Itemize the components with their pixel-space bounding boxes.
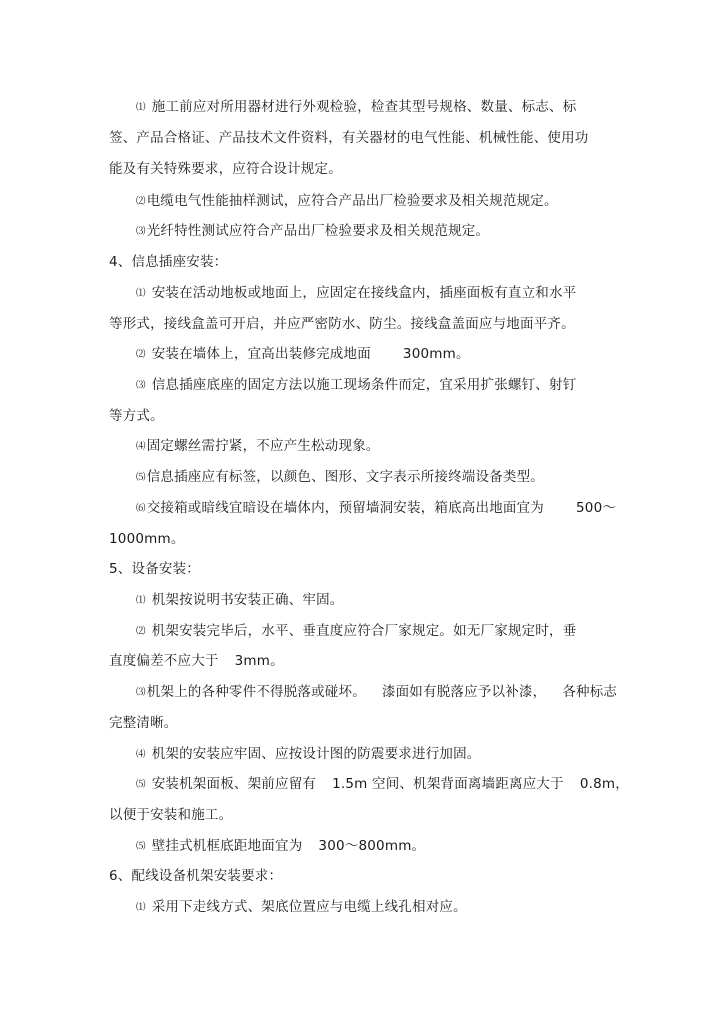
line-text: 机架的安装应牢固、应按设计图的防震要求进行加固。 bbox=[151, 746, 481, 762]
paragraph-line bbox=[136, 192, 558, 211]
paragraph-line bbox=[109, 652, 284, 670]
line-text: 5、设备安装： bbox=[109, 561, 200, 577]
line-text: 壁挂式机框底距地面宜为 bbox=[151, 838, 303, 854]
list-marker: ⑴ bbox=[136, 288, 146, 299]
paragraph-line bbox=[136, 622, 576, 641]
paragraph-line bbox=[136, 98, 576, 117]
paragraph-line bbox=[109, 407, 164, 425]
line-text: 1000mm。 bbox=[109, 531, 185, 547]
list-marker: ⑵ bbox=[136, 349, 146, 360]
line-text: 完整清晰。 bbox=[109, 715, 178, 731]
list-marker: ⑷ bbox=[136, 441, 146, 452]
list-marker: ⑶ bbox=[136, 380, 146, 391]
paragraph-line bbox=[136, 499, 616, 518]
paragraph-line bbox=[109, 129, 589, 147]
list-marker: ⑸ bbox=[136, 472, 146, 483]
paragraph-line bbox=[136, 376, 576, 395]
list-marker: ⑶ bbox=[136, 226, 146, 237]
paragraph-line bbox=[136, 437, 380, 456]
line-text: 直度偏差不应大于 bbox=[109, 653, 219, 669]
list-marker: ⑵ bbox=[136, 196, 146, 207]
line-text: 1.5m 空间、机架背面离墙距离应大于 bbox=[332, 776, 564, 792]
list-marker: ⑴ bbox=[136, 102, 146, 113]
line-text: 各种标志 bbox=[562, 684, 618, 700]
line-text: 能及有关特殊要求，应符合设计规定。 bbox=[109, 161, 342, 177]
list-marker: ⑶ bbox=[136, 687, 146, 698]
line-text: 信息插座底座的固定方法以施工现场条件而定，宜采用扩张螺钉、射钉 bbox=[151, 377, 577, 393]
paragraph-line bbox=[136, 591, 344, 610]
list-marker: ⑸ bbox=[136, 841, 146, 852]
paragraph-line bbox=[136, 345, 470, 364]
line-text: 安装在墙体上，宜高出装修完成地面 bbox=[151, 346, 371, 362]
line-text: 施工前应对所用器材进行外观检验，检查其型号规格、数量、标志、标 bbox=[151, 99, 577, 115]
list-marker: ⑸ bbox=[136, 779, 146, 790]
line-text: 交接箱或暗线宜暗设在墙体内，预留墙洞安装，箱底高出地面宜为 bbox=[146, 500, 545, 516]
line-text: 等形式，接线盒盖可开启，并应严密防水、防尘。接线盒盖面应与地面平齐。 bbox=[109, 316, 575, 332]
line-text: 3mm。 bbox=[234, 653, 284, 669]
list-marker: ⑴ bbox=[136, 902, 146, 913]
paragraph-line bbox=[136, 222, 489, 241]
paragraph-line bbox=[136, 898, 467, 917]
line-text: 机架安装完毕后，水平、垂直度应符合厂家规定。如无厂家规定时，垂 bbox=[151, 623, 577, 639]
line-text: 安装在活动地板或地面上，应固定在接线盒内，插座面板有直立和水平 bbox=[151, 285, 577, 301]
section-heading bbox=[109, 560, 200, 578]
paragraph-line bbox=[136, 683, 617, 702]
line-text: 4、信息插座安装： bbox=[109, 254, 228, 270]
section-heading bbox=[109, 867, 282, 885]
list-marker: ⑵ bbox=[136, 626, 146, 637]
line-text: 300～800mm。 bbox=[318, 838, 426, 854]
line-text: 签、产品合格证、产品技术文件资料，有关器材的电气性能、机械性能、使用功 bbox=[109, 130, 589, 146]
line-text: 以便于安装和施工。 bbox=[109, 807, 233, 823]
line-text: 300mm。 bbox=[402, 346, 470, 362]
line-text: 安装机架面板、架前应留有 bbox=[151, 776, 317, 792]
paragraph-line bbox=[109, 806, 232, 824]
line-text: 电缆电气性能抽样测试，应符合产品出厂检验要求及相关规范规定。 bbox=[146, 193, 558, 209]
line-text: 等方式。 bbox=[109, 408, 164, 424]
paragraph-line bbox=[136, 775, 629, 794]
paragraph-line bbox=[109, 530, 185, 548]
line-text: 机架按说明书安装正确、牢固。 bbox=[151, 592, 344, 608]
line-text: 固定螺丝需拧紧，不应产生松动现象。 bbox=[146, 438, 380, 454]
paragraph-line bbox=[109, 160, 342, 178]
paragraph-line bbox=[109, 714, 178, 732]
list-marker: ⑹ bbox=[136, 503, 146, 514]
line-text: 采用下走线方式、架底位置应与电缆上线孔相对应。 bbox=[151, 899, 467, 915]
list-marker: ⑷ bbox=[136, 749, 146, 760]
list-marker: ⑴ bbox=[136, 595, 146, 606]
line-text: 漆面如有脱落应予以补漆， bbox=[381, 684, 547, 700]
line-text: 光纤特性测试应符合产品出厂检验要求及相关规范规定。 bbox=[146, 223, 490, 239]
line-text: 机架上的各种零件不得脱落或碰坏。 bbox=[146, 684, 366, 700]
paragraph-line bbox=[136, 837, 425, 856]
paragraph-line bbox=[136, 468, 544, 487]
line-text: 0.8m， bbox=[579, 776, 629, 792]
line-text: 信息插座应有标签，以颜色、图形、文字表示所接终端设备类型。 bbox=[146, 469, 545, 485]
line-text: 6、配线设备机架安装要求： bbox=[109, 868, 283, 884]
paragraph-line bbox=[136, 284, 576, 303]
section-heading bbox=[109, 253, 227, 271]
line-text: 500～ bbox=[576, 500, 617, 516]
paragraph-line bbox=[109, 315, 575, 333]
paragraph-line bbox=[136, 745, 481, 764]
